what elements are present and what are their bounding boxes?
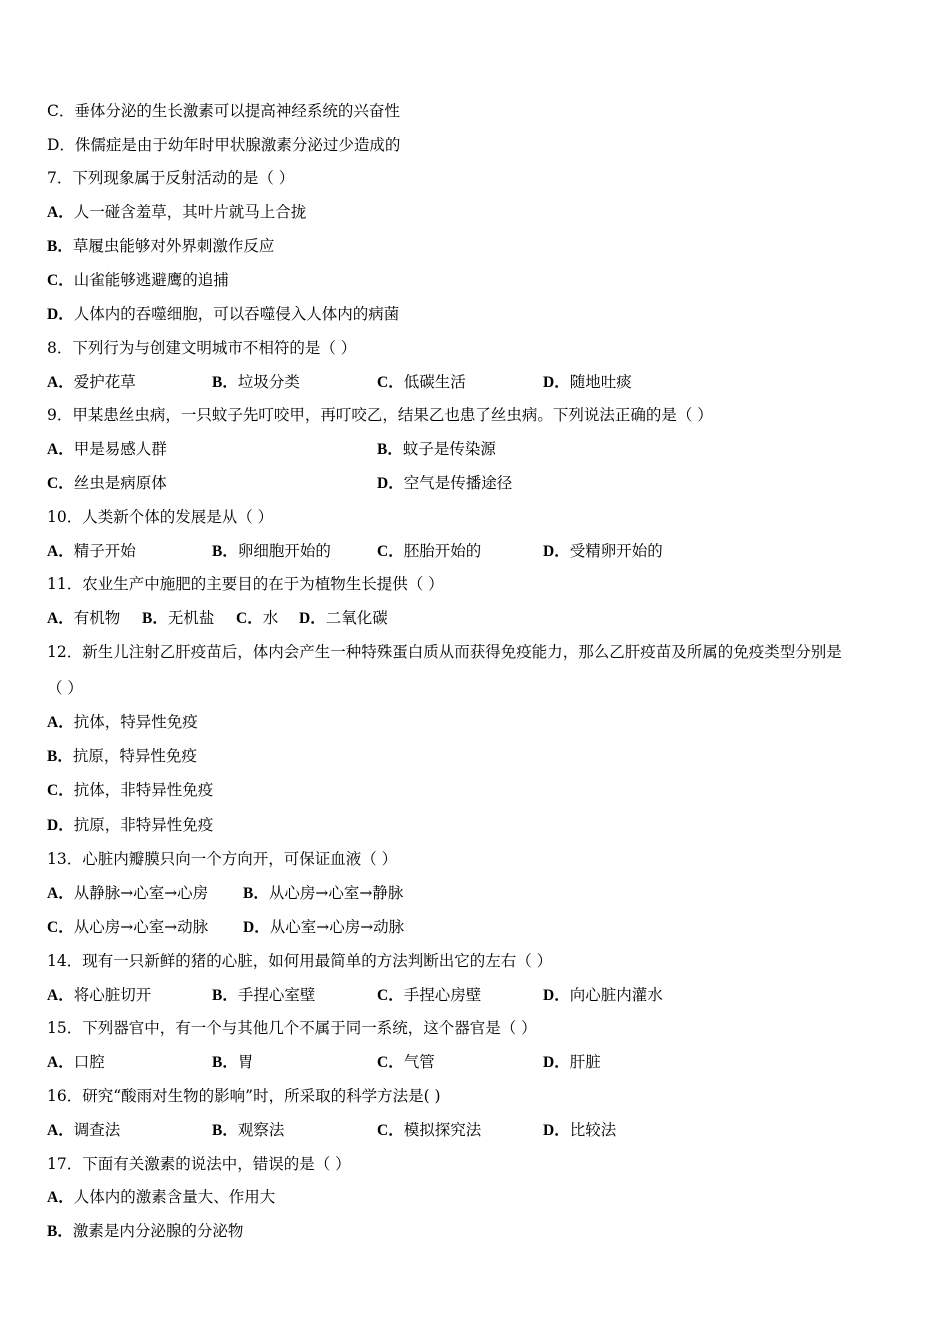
q13-option-c xyxy=(47,917,208,938)
q13-option-a-text: 从静脉→心室→心房 xyxy=(73,884,209,902)
q11-option-c-label: C． xyxy=(236,610,263,627)
q13-option-c-text: 从心房→心室→动脉 xyxy=(73,918,209,936)
q12-option-a-text: 抗体，特异性免疫 xyxy=(73,713,198,731)
q11-option-c xyxy=(236,608,278,629)
q10-option-c-label: C． xyxy=(377,543,404,560)
q16-option-b-text: 观察法 xyxy=(237,1121,285,1139)
q14-option-b xyxy=(212,985,315,1006)
q11-option-b xyxy=(142,608,214,629)
q16-option-b xyxy=(212,1120,284,1141)
q11-option-d-text: 二氧化碳 xyxy=(325,609,388,627)
q13-option-d xyxy=(243,917,404,938)
q15-option-c-label: C． xyxy=(377,1054,404,1071)
q9-option-a-text: 甲是易感人群 xyxy=(73,440,167,458)
q13-option-b-text: 从心房→心室→静脉 xyxy=(268,884,404,902)
q10-stem: 10．人类新个体的发展是从（ ） xyxy=(47,508,274,526)
q7-option-c-text: 山雀能够逃避鹰的追捕 xyxy=(73,271,229,289)
q15-option-d-label: D． xyxy=(543,1054,570,1071)
q9-option-d-text: 空气是传播途径 xyxy=(403,474,513,492)
q14-option-b-text: 手捏心室壁 xyxy=(237,986,316,1004)
q9-option-b-text: 蚊子是传染源 xyxy=(402,440,496,458)
q11-option-b-text: 无机盐 xyxy=(167,609,215,627)
q12-option-c-label: C． xyxy=(47,782,74,799)
q13-option-b-label: B． xyxy=(243,885,269,902)
q12-stem-paren: （ ） xyxy=(47,679,83,697)
q16-option-c xyxy=(377,1120,481,1141)
q16-option-c-text: 模拟探究法 xyxy=(403,1121,482,1139)
q14-option-c-text: 手捏心房壁 xyxy=(403,986,482,1004)
q11-option-a xyxy=(47,608,120,629)
q17-option-b xyxy=(47,1221,243,1242)
q9-option-d-label: D． xyxy=(377,475,404,492)
q9-option-b-label: B． xyxy=(377,441,403,458)
q15-option-c-text: 气管 xyxy=(403,1053,435,1071)
q7-option-a xyxy=(47,202,306,223)
q14-option-a xyxy=(47,985,151,1006)
q8-option-b-text: 垃圾分类 xyxy=(237,373,300,391)
q10-option-d-text: 受精卵开始的 xyxy=(569,542,663,560)
q15-option-c xyxy=(377,1052,435,1073)
q17-option-a xyxy=(47,1187,275,1208)
q12-option-d-text: 抗原，非特异性免疫 xyxy=(73,816,214,834)
q12-option-b xyxy=(47,746,197,767)
q10-option-d-label: D． xyxy=(543,543,570,560)
q14-stem: 14．现有一只新鲜的猪的心脏，如何用最简单的方法判断出它的左右（ ） xyxy=(47,952,553,970)
q10-option-c-text: 胚胎开始的 xyxy=(403,542,482,560)
q7-option-b xyxy=(47,236,274,257)
q15-option-d-text: 肝脏 xyxy=(569,1053,601,1071)
q8-stem: 8．下列行为与创建文明城市不相符的是（ ） xyxy=(47,339,357,357)
q9-option-c-label: C． xyxy=(47,475,74,492)
q9-option-a-label: A． xyxy=(47,441,74,458)
q11-option-d xyxy=(299,608,388,629)
q16-option-a-text: 调查法 xyxy=(73,1121,121,1139)
q12-option-b-text: 抗原，特异性免疫 xyxy=(72,747,197,765)
q9-option-c xyxy=(47,473,167,494)
q17-option-b-label: B． xyxy=(47,1223,73,1240)
q8-option-b-label: B． xyxy=(212,374,238,391)
q6-option-c: C．垂体分泌的生长激素可以提高神经系统的兴奋性 xyxy=(47,102,400,120)
q11-option-c-text: 水 xyxy=(262,609,279,627)
q16-option-d-text: 比较法 xyxy=(569,1121,617,1139)
q13-option-d-text: 从心室→心房→动脉 xyxy=(269,918,405,936)
q17-stem: 17．下面有关激素的说法中，错误的是（ ） xyxy=(47,1155,351,1173)
q7-option-d-label: D． xyxy=(47,306,74,323)
q14-option-a-label: A． xyxy=(47,987,74,1004)
q13-option-d-label: D． xyxy=(243,919,270,936)
q8-option-c xyxy=(377,372,466,393)
q14-option-d xyxy=(543,985,663,1006)
q8-option-c-text: 低碳生活 xyxy=(403,373,466,391)
q16-stem: 16．研究“酸雨对生物的影响”时，所采取的科学方法是( ) xyxy=(47,1087,441,1105)
q15-option-a xyxy=(47,1052,105,1073)
q8-option-a-label: A． xyxy=(47,374,74,391)
q17-option-b-text: 激素是内分泌腺的分泌物 xyxy=(72,1222,244,1240)
q12-stem: 12．新生儿注射乙肝疫苗后，体内会产生一种特殊蛋白质从而获得免疫能力，那么乙肝疫苗及所属的免疫类型分别是 xyxy=(47,643,842,661)
q7-option-c-label: C． xyxy=(47,272,74,289)
q12-option-c-text: 抗体，非特异性免疫 xyxy=(73,781,214,799)
q9-option-b xyxy=(377,439,496,460)
q10-option-d xyxy=(543,541,663,562)
q10-option-c xyxy=(377,541,481,562)
q13-option-a-label: A． xyxy=(47,885,74,902)
q9-stem: 9．甲某患丝虫病，一只蚊子先叮咬甲，再叮咬乙，结果乙也患了丝虫病。下列说法正确的是（ ） xyxy=(47,406,713,424)
q11-option-a-label: A． xyxy=(47,610,74,627)
q16-option-a xyxy=(47,1120,120,1141)
q8-option-d xyxy=(543,372,632,393)
q16-option-a-label: A． xyxy=(47,1122,74,1139)
q15-option-d xyxy=(543,1052,601,1073)
q12-option-b-label: B． xyxy=(47,748,73,765)
q17-option-a-text: 人体内的激素含量大、作用大 xyxy=(73,1188,276,1206)
q11-option-d-label: D． xyxy=(299,610,326,627)
q14-option-a-text: 将心脏切开 xyxy=(73,986,152,1004)
q15-option-b xyxy=(212,1052,253,1073)
q11-option-a-text: 有机物 xyxy=(73,609,121,627)
q14-option-d-text: 向心脏内灌水 xyxy=(569,986,663,1004)
q6-option-d: D．侏儒症是由于幼年时甲状腺激素分泌过少造成的 xyxy=(47,136,401,154)
q12-option-a xyxy=(47,712,198,733)
q10-option-b-label: B． xyxy=(212,543,238,560)
q15-option-a-text: 口腔 xyxy=(73,1053,105,1071)
q16-option-d xyxy=(543,1120,616,1141)
q8-option-c-label: C． xyxy=(377,374,404,391)
q14-option-c-label: C． xyxy=(377,987,404,1004)
q8-option-d-label: D． xyxy=(543,374,570,391)
q10-option-a-text: 精子开始 xyxy=(73,542,136,560)
q8-option-b xyxy=(212,372,300,393)
q16-option-d-label: D． xyxy=(543,1122,570,1139)
q8-option-d-text: 随地吐痰 xyxy=(569,373,632,391)
q14-option-d-label: D． xyxy=(543,987,570,1004)
q7-option-a-text: 人一碰含羞草，其叶片就马上合拢 xyxy=(73,203,307,221)
q8-option-a xyxy=(47,372,136,393)
q7-option-d xyxy=(47,304,399,325)
q11-option-b-label: B． xyxy=(142,610,168,627)
q11-stem: 11．农业生产中施肥的主要目的在于为植物生长提供（ ） xyxy=(47,575,444,593)
q7-option-a-label: A． xyxy=(47,204,74,221)
q7-stem: 7．下列现象属于反射活动的是（ ） xyxy=(47,169,295,187)
q7-option-b-label: B． xyxy=(47,238,73,255)
q7-option-b-text: 草履虫能够对外界刺激作反应 xyxy=(72,237,275,255)
q13-stem: 13．心脏内瓣膜只向一个方向开，可保证血液（ ） xyxy=(47,850,398,868)
q13-option-c-label: C． xyxy=(47,919,74,936)
q10-option-b-text: 卵细胞开始的 xyxy=(237,542,331,560)
q15-stem: 15．下列器官中，有一个与其他几个不属于同一系统，这个器官是（ ） xyxy=(47,1019,537,1037)
q7-option-c xyxy=(47,270,229,291)
q10-option-a xyxy=(47,541,136,562)
q9-option-d xyxy=(377,473,512,494)
q7-option-d-text: 人体内的吞噬细胞，可以吞噬侵入人体内的病菌 xyxy=(73,305,400,323)
q13-option-b xyxy=(243,883,403,904)
q12-option-d-label: D． xyxy=(47,817,74,834)
q17-option-a-label: A． xyxy=(47,1189,74,1206)
q15-option-b-text: 胃 xyxy=(237,1053,254,1071)
q15-option-a-label: A． xyxy=(47,1054,74,1071)
q9-option-a xyxy=(47,439,167,460)
q8-option-a-text: 爱护花草 xyxy=(73,373,136,391)
q14-option-b-label: B． xyxy=(212,987,238,1004)
q9-option-c-text: 丝虫是病原体 xyxy=(73,474,167,492)
q16-option-c-label: C． xyxy=(377,1122,404,1139)
q15-option-b-label: B． xyxy=(212,1054,238,1071)
q16-option-b-label: B． xyxy=(212,1122,238,1139)
q12-option-a-label: A． xyxy=(47,714,74,731)
q13-option-a xyxy=(47,883,208,904)
q10-option-a-label: A． xyxy=(47,543,74,560)
q12-option-c xyxy=(47,780,213,801)
q10-option-b xyxy=(212,541,331,562)
q12-option-d xyxy=(47,815,213,836)
q14-option-c xyxy=(377,985,481,1006)
